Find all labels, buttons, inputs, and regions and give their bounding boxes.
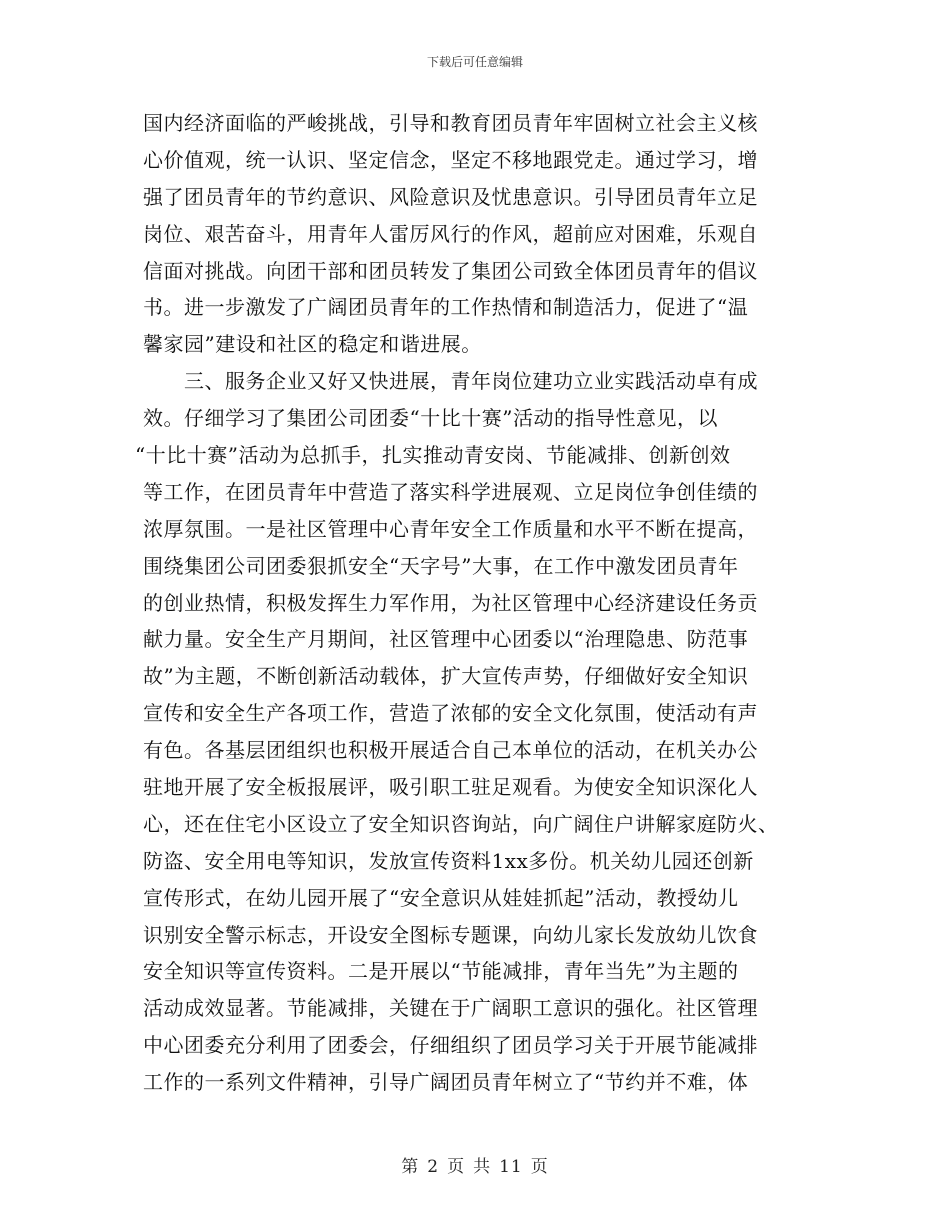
text-line: 的创业热情，积极发挥生力军作用，为社区管理中心经济建设任务贡 bbox=[143, 590, 758, 615]
text-line: “十比十赛”活动为总抓手，扎实推动青安岗、节能减排、创新创效 bbox=[135, 443, 731, 468]
text-line: 效。仔细学习了集团公司团委“十比十赛”活动的指导性意见，以 bbox=[143, 406, 718, 431]
text-line: 活动成效显著。节能减排，关键在于广阔职工意识的强化。社区管理 bbox=[143, 996, 758, 1021]
page-header: 下载后可任意编辑 bbox=[426, 55, 523, 69]
text-line: 书。进一步激发了广阔团员青年的工作热情和制造活力，促进了“温 bbox=[143, 295, 749, 320]
text-line: 围绕集团公司团委狠抓安全“天字号”大事，在工作中激发团员青年 bbox=[143, 553, 739, 578]
footer-prefix: 第 bbox=[401, 1157, 420, 1177]
text-line: 献力量。安全生产月期间，社区管理中心团委以“治理隐患、防范事 bbox=[143, 627, 749, 652]
document-body bbox=[135, 105, 803, 1101]
text-line: 馨家园”建设和社区的稳定和谐进展。 bbox=[143, 332, 482, 357]
text-line: 心，还在住宅小区设立了安全知识咨询站，向广阔住户讲解家庭防火、 bbox=[143, 811, 779, 836]
footer-suffix: 页 bbox=[530, 1157, 549, 1177]
text-line: 心价值观，统一认识、坚定信念，坚定不移地跟党走。通过学习，增 bbox=[143, 147, 758, 172]
text-line: 中心团委充分利用了团委会，仔细组织了团员学习关于开展节能减排 bbox=[143, 1033, 758, 1058]
footer-total-word: 共 bbox=[473, 1157, 492, 1177]
footer-page-word: 页 bbox=[447, 1157, 466, 1177]
text-line: 国内经济面临的严峻挑战，引导和教育团员青年牢固树立社会主义核 bbox=[143, 111, 758, 135]
text-line: 驻地开展了安全板报展评，吸引职工驻足观看。为使安全知识深化人 bbox=[143, 775, 758, 800]
paragraph-start-line: 三、服务企业又好又快进展，青年岗位建功立业实践活动卓有成 bbox=[184, 369, 758, 394]
page-footer bbox=[0, 1156, 950, 1178]
text-line: 等工作，在团员青年中营造了落实科学进展观、立足岗位争创佳绩的 bbox=[143, 479, 758, 504]
text-line: 岗位、艰苦奋斗，用青年人雷厉风行的作风，超前应对困难，乐观自 bbox=[143, 221, 758, 246]
total-pages-number: 11 bbox=[499, 1157, 523, 1177]
text-line: 安全知识等宣传资料。二是开展以“节能减排，青年当先”为主题的 bbox=[143, 959, 739, 984]
text-line: 有色。各基层团组织也积极开展适合自己本单位的活动，在机关办公 bbox=[143, 738, 758, 763]
text-line: 识别安全警示标志，开设安全图标专题课，向幼儿家长发放幼儿饮食 bbox=[143, 922, 758, 947]
text-line: 宣传形式，在幼儿园开展了“安全意识从娃娃抓起”活动，教授幼儿 bbox=[143, 885, 739, 910]
text-line: 信面对挑战。向团干部和团员转发了集团公司致全体团员青年的倡议 bbox=[143, 258, 758, 283]
text-line: 宣传和安全生产各项工作，营造了浓郁的安全文化氛围，使活动有声 bbox=[143, 701, 758, 726]
text-line: 工作的一系列文件精神，引导广阔团员青年树立了“节约并不难，体 bbox=[143, 1070, 749, 1095]
text-line: 浓厚氛围。一是社区管理中心青年安全工作质量和水平不断在提高， bbox=[143, 516, 758, 541]
text-line: 故”为主题，不断创新活动载体，扩大宣传声势，仔细做好安全知识 bbox=[143, 664, 749, 689]
text-line: 防盗、安全用电等知识，发放宣传资料1xx多份。机关幼儿园还创新 bbox=[143, 848, 754, 873]
current-page-number: 2 bbox=[427, 1157, 440, 1177]
text-line: 强了团员青年的节约意识、风险意识及忧患意识。引导团员青年立足 bbox=[143, 184, 758, 209]
